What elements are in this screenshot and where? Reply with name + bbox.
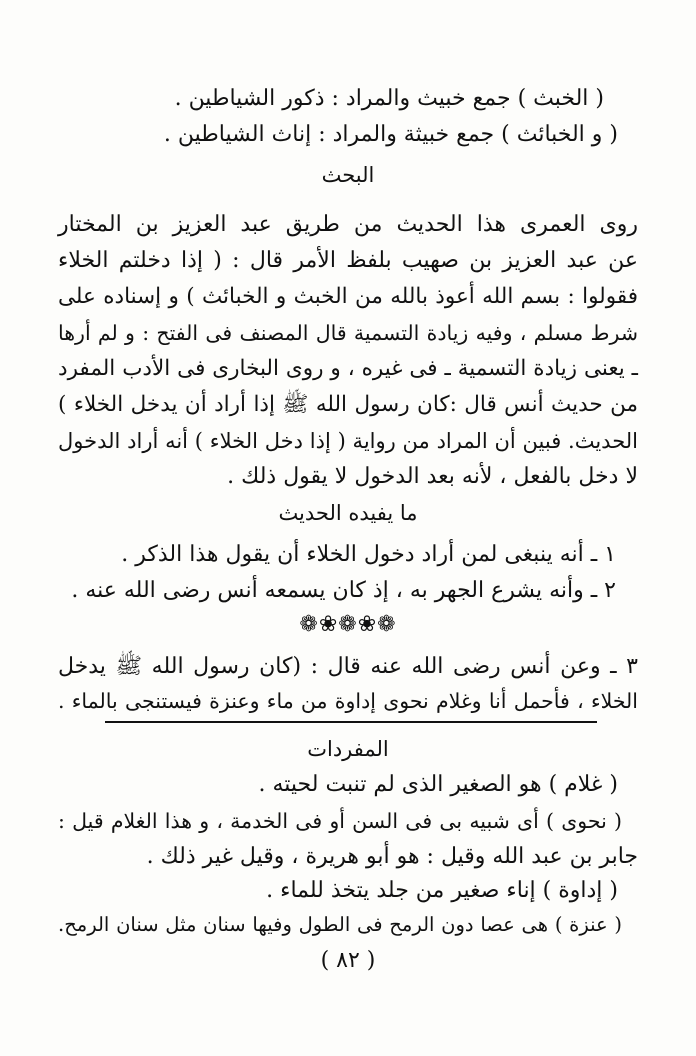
section-heading-benefits: ما يفيده الحديث [278, 501, 418, 525]
research-line-3: فقولوا : بسم الله أعوذ بالله من الخبث و الخبائث ) و إسناده على [58, 284, 638, 309]
research-line-7: الحديث. فبين أن المراد من رواية ( إذا دخل الخلاء ) أنه أراد الدخول [58, 429, 638, 453]
hadith-3-line-2: الخلاء ، فأحمل أنا وغلام نحوى إداوة من ماء وعنزة فيستنجى بالماء . [58, 689, 638, 713]
glossary-khabaith: ( و الخبائث ) جمع خبيثة والمراد : إناث الشياطين . [163, 122, 618, 147]
research-line-1: روى العمرى هذا الحديث من طريق عبد العزيز بن المختار [58, 212, 639, 237]
hadith-3-line-1: ٣ ـ وعن أنس رضى الله عنه قال : (كان رسول الله ﷺ يدخل [58, 654, 638, 679]
footnote-rule [105, 721, 597, 723]
glossary-khubth: ( الخبث ) جمع خبيث والمراد : ذكور الشياطين . [174, 86, 604, 111]
benefit-item-1: ١ ـ أنه ينبغى لمن أراد دخول الخلاء أن يقول هذا الذكر . [121, 542, 616, 567]
section-heading-research: البحث [321, 163, 375, 187]
vocab-ghulam: ( غلام ) هو الصغير الذى لم تنبت لحيته . [258, 772, 618, 797]
vocab-nahwi-cont: جابر بن عبد الله وقيل : هو أبو هريرة ، وقيل غير ذلك . [146, 844, 638, 869]
section-heading-vocabulary: المفردات [307, 737, 389, 761]
vocab-nahwi: ( نحوى ) أى شبيه بى فى السن أو فى الخدمة ، و هذا الغلام قيل : [58, 809, 622, 833]
vocab-idawa: ( إداوة ) إناء صغير من جلد يتخذ للماء . [266, 878, 618, 903]
research-line-4: شرط مسلم ، وفيه زيادة التسمية قال المصنف فى الفتح : و لم أرها [58, 321, 638, 345]
research-line-2: عن عبد العزيز بن صهيب بلفظ الأمر قال : ( إذا دخلتم الخلاء [58, 248, 638, 273]
ornament-divider: ❁❀❁❀❁ [299, 612, 397, 637]
research-line-6: من حديث أنس قال :كان رسول الله ﷺ إذا أراد أن يدخل الخلاء ) [58, 392, 638, 417]
benefit-item-2: ٢ ـ وأنه يشرع الجهر به ، إذ كان يسمعه أنس رضى الله عنه . [71, 578, 616, 603]
page-number: ( ٨٢ ) [320, 948, 376, 973]
research-line-5: ـ يعنى زيادة التسمية ـ فى غيره ، و روى البخارى فى الأدب المفرد [58, 356, 638, 381]
research-line-8: لا دخل بالفعل ، لأنه بعد الدخول لا يقول ذلك . [227, 464, 638, 489]
vocab-anaza: ( عنزة ) هى عصا دون الرمح فى الطول وفيها سنان مثل سنان الرمح. [58, 913, 622, 936]
